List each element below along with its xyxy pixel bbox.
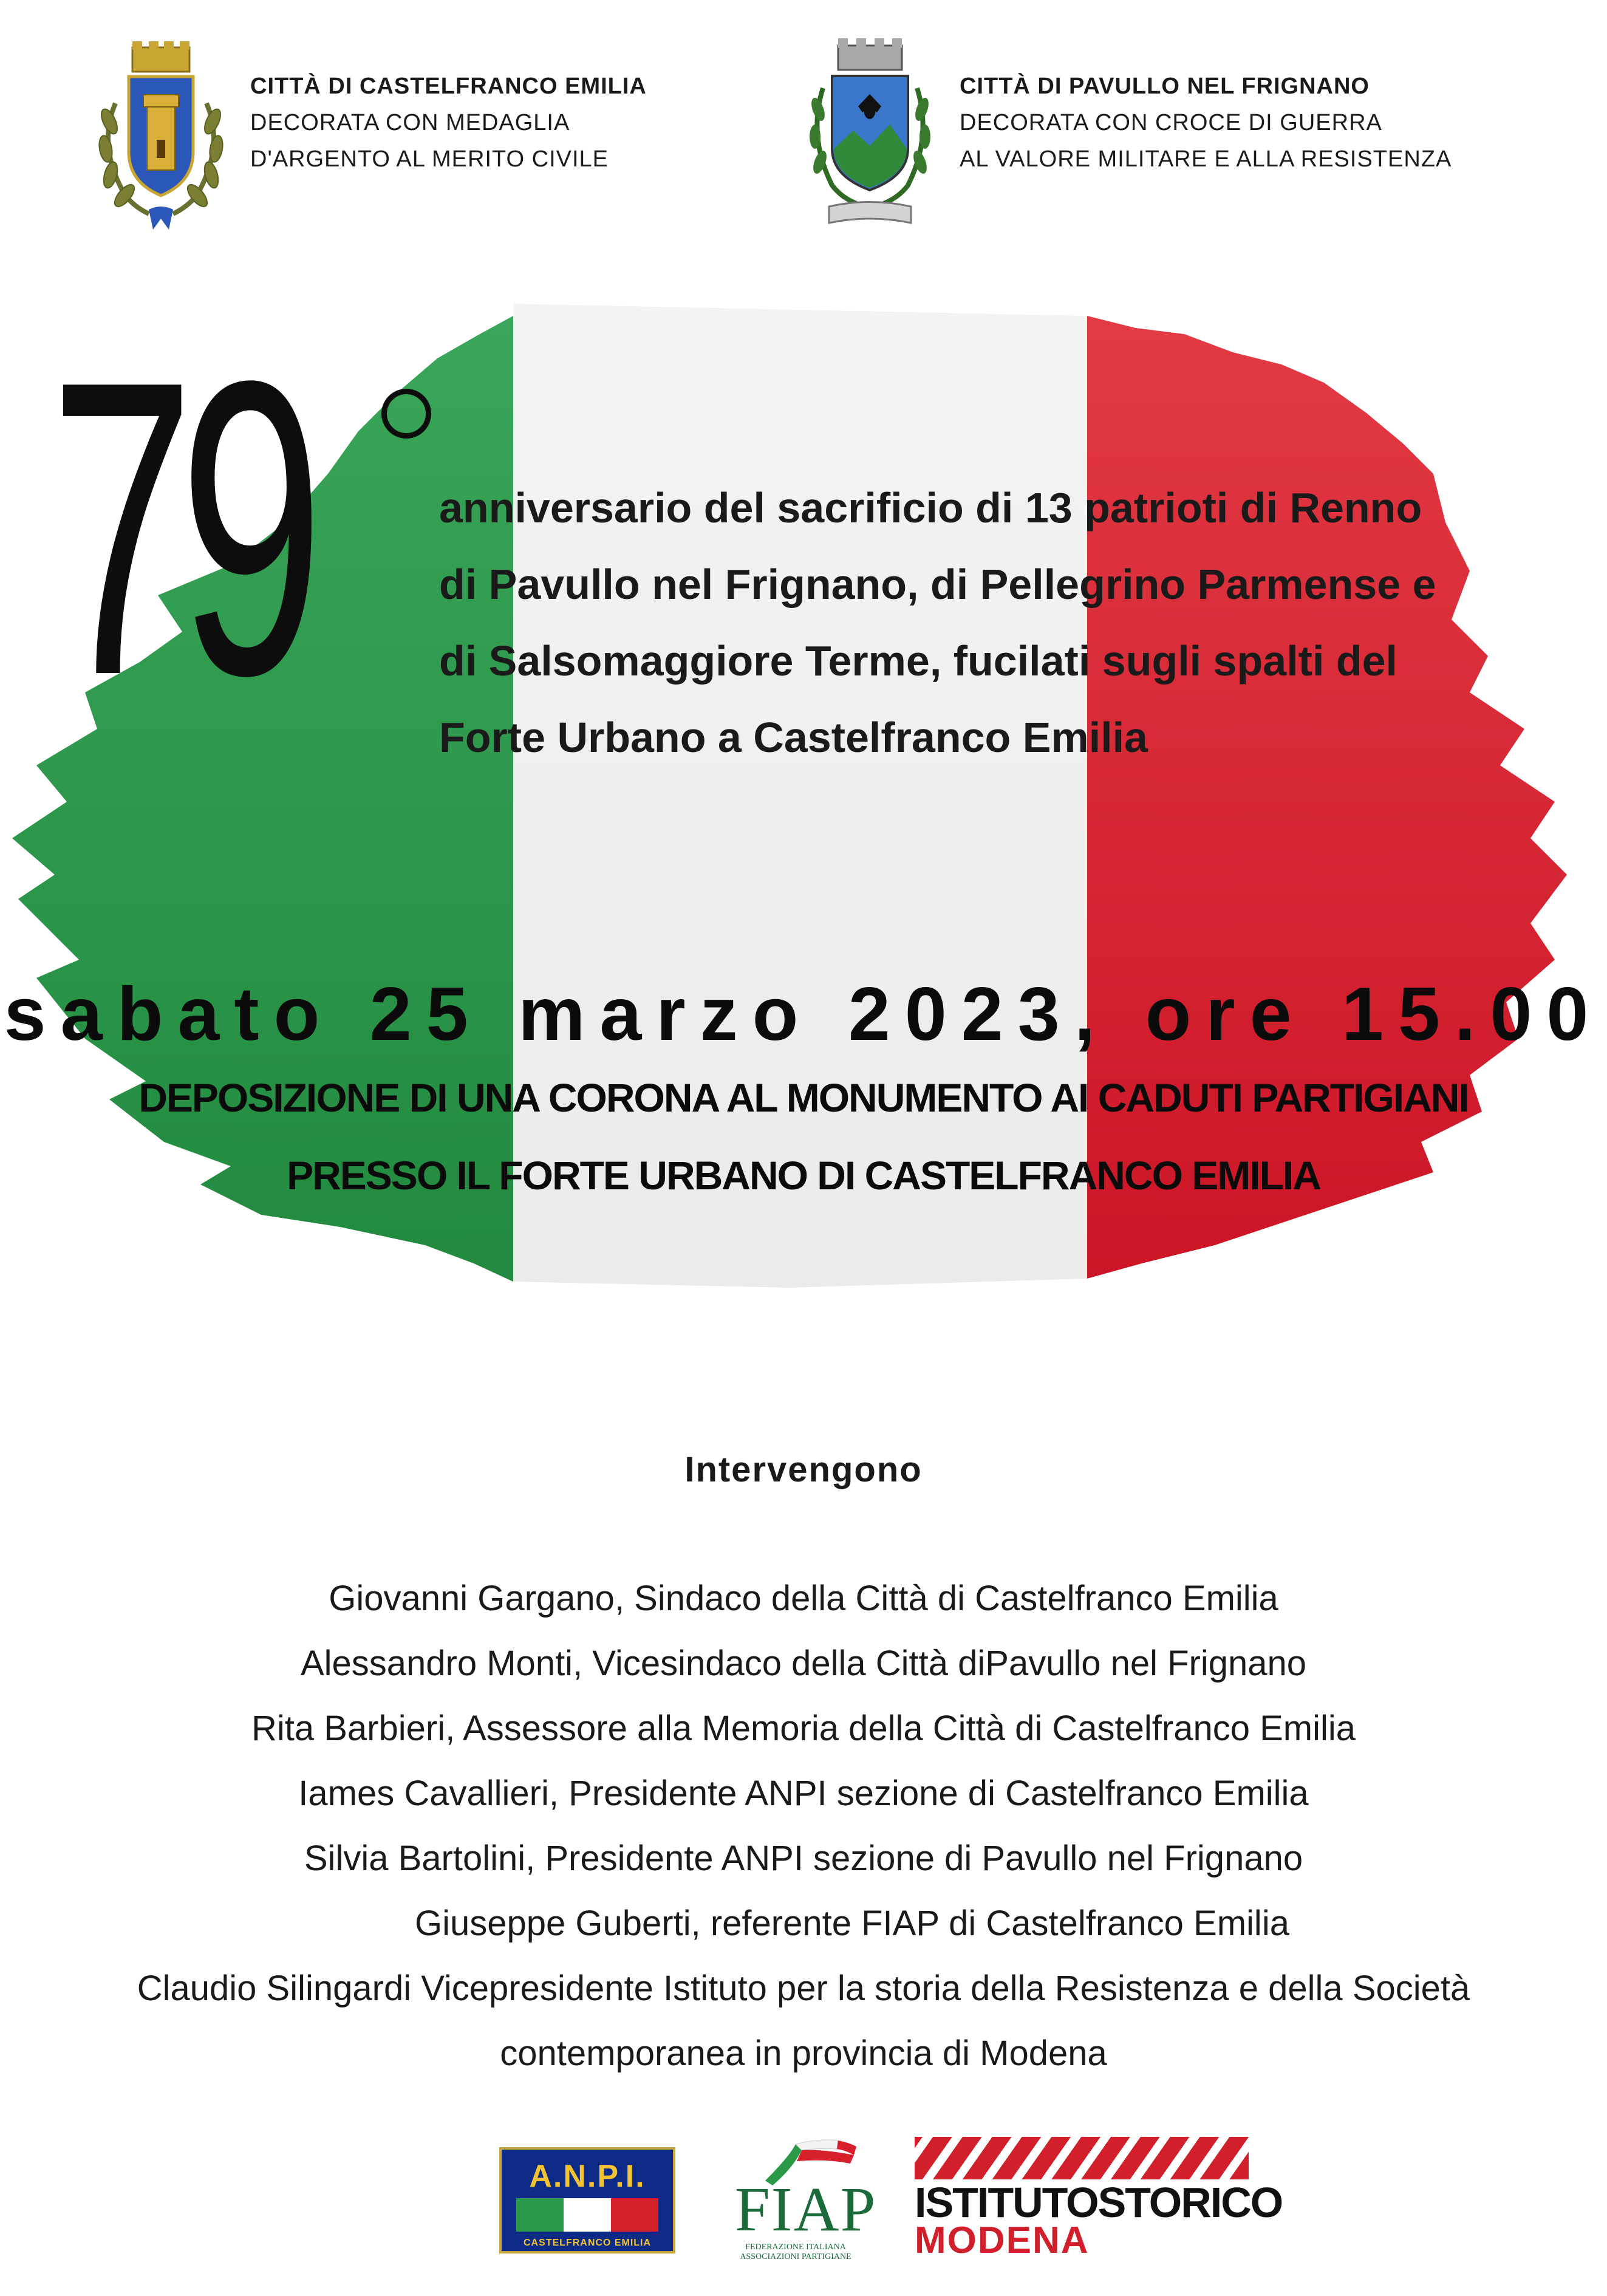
flag-red-band <box>1087 316 1567 1279</box>
speaker-line: contemporanea in provincia di Modena <box>500 2034 1107 2073</box>
anpi-flag-icon <box>516 2198 658 2232</box>
pavullo-line1: DECORATA CON CROCE DI GUERRA <box>960 110 1382 135</box>
pavullo-line2: AL VALORE MILITARE E ALLA RESISTENZA <box>960 146 1452 172</box>
fiap-logo <box>729 2138 877 2261</box>
intro-line: di Salsomaggiore Terme, fucilati sugli spalti del <box>439 637 1397 685</box>
anniversary-number: 79 <box>50 294 309 762</box>
castelfranco-line1: DECORATA CON MEDAGLIA <box>250 110 570 135</box>
speaker-line: Giovanni Gargano, Sindaco della Città di Castelfranco Emilia <box>329 1579 1278 1618</box>
flag-white-band <box>513 304 1087 1288</box>
speaker-line: Giuseppe Guberti, referente FIAP di Castelfranco Emilia <box>415 1904 1289 1943</box>
anniversary-description <box>439 470 1551 776</box>
pavullo-name: CITTÀ DI PAVULLO NEL FRIGNANO <box>960 73 1370 99</box>
castelfranco-crest-icon <box>91 36 231 231</box>
event-date: sabato 25 marzo 2023, ore 15.00 <box>4 972 1603 1056</box>
speakers-title: Intervengono <box>684 1450 923 1489</box>
intro-line: anniversario del sacrificio di 13 patrioti di Renno <box>439 484 1422 531</box>
speaker-line: Alessandro Monti, Vicesindaco della Città diPavullo nel Frignano <box>300 1644 1307 1683</box>
istituto-logo-word: ISTITUTOSTORICO <box>915 2179 1283 2226</box>
castelfranco-name: CITTÀ DI CASTELFRANCO EMILIA <box>250 73 647 99</box>
speakers-list <box>0 1566 1607 2086</box>
degree-symbol <box>381 389 431 439</box>
anpi-logo <box>499 2147 675 2253</box>
anpi-logo-title: A.N.P.I. <box>529 2159 646 2194</box>
speaker-line: Claudio Silingardi Vicepresidente Istituto per la storia della Resistenza e della Società <box>137 1969 1470 2008</box>
anpi-logo-subtitle: CASTELFRANCO EMILIA <box>523 2238 652 2248</box>
castelfranco-info <box>250 68 647 177</box>
speaker-line: Silvia Bartolini, Presidente ANPI sezione di Pavullo nel Frignano <box>304 1839 1303 1878</box>
fiap-sub1: FEDERAZIONE ITALIANA <box>745 2243 846 2252</box>
intro-line: Forte Urbano a Castelfranco Emilia <box>439 714 1148 761</box>
fiap-logo-word: FIAP <box>735 2175 877 2244</box>
intro-line: di Pavullo nel Frignano, di Pellegrino Parmense e <box>439 561 1436 608</box>
fiap-logo-subtitle <box>729 2243 862 2262</box>
castelfranco-line2: D'ARGENTO AL MERITO CIVILE <box>250 146 609 172</box>
event-description-line1: DEPOSIZIONE DI UNA CORONA AL MONUMENTO AI CADUTI PARTIGIANI <box>138 1075 1469 1120</box>
pavullo-crest-icon <box>805 33 935 228</box>
event-description-line2: PRESSO IL FORTE URBANO DI CASTELFRANCO EMILIA <box>287 1153 1320 1198</box>
pavullo-info <box>960 68 1452 177</box>
speaker-line: Iames Cavallieri, Presidente ANPI sezione di Castelfranco Emilia <box>298 1774 1309 1813</box>
istituto-logo-city: MODENA <box>915 2219 1090 2261</box>
fiap-sub2: ASSOCIAZIONI PARTIGIANE <box>740 2252 851 2261</box>
istituto-stripes <box>915 2137 1249 2179</box>
speaker-line: Rita Barbieri, Assessore alla Memoria della Città di Castelfranco Emilia <box>251 1709 1356 1748</box>
istituto-storico-logo <box>915 2137 1283 2261</box>
